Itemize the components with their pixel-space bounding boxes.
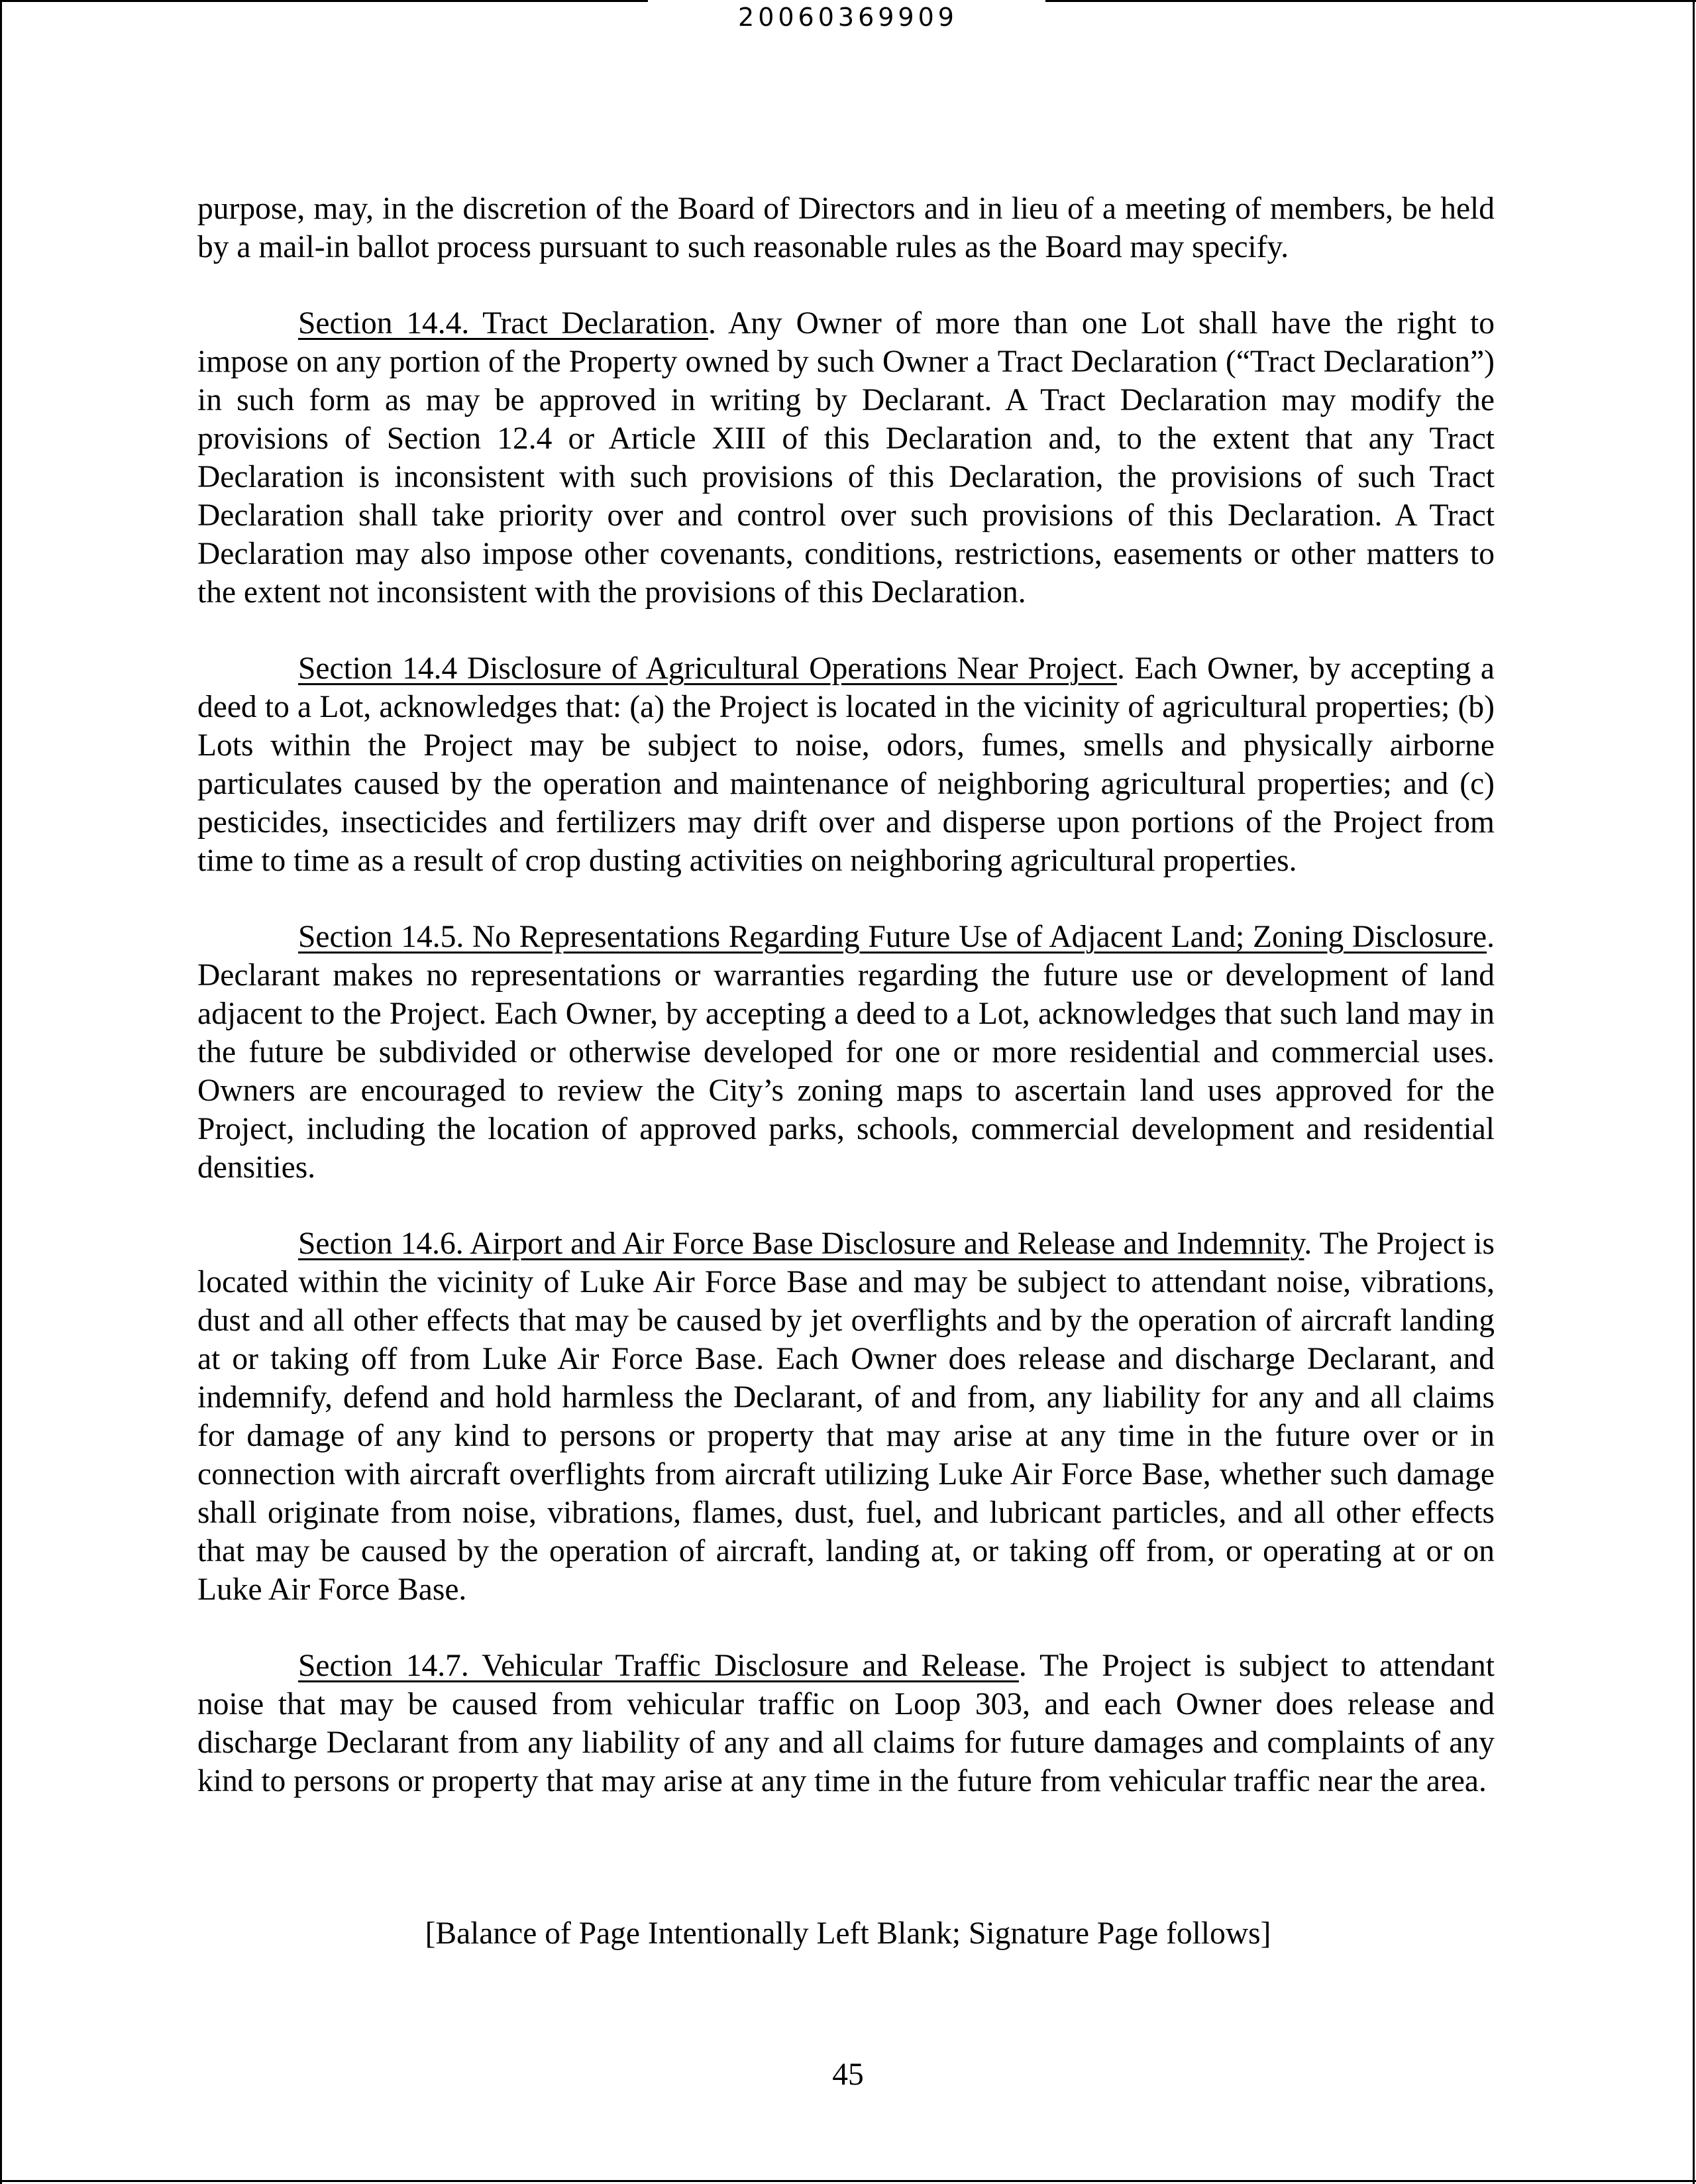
paragraph-text: . The Project is subject to attendant noise that may be caused from vehicular traffic on Loop 303, and each Owner does release and discharge Declarant from any liability of any and all claims for future damages and complaints of any kind to persons or property that may arise at any time in the future from vehicular traffic near the area. [197, 1649, 1495, 1798]
bottom-scan-line [0, 2180, 1696, 2182]
document-number: 20060369909 [738, 3, 958, 32]
section-heading: Section 14.5. No Representations Regarding Future Use of Adjacent Land; Zoning Disclosure [298, 920, 1487, 954]
paragraph-text: purpose, may, in the discretion of the Board of Directors and in lieu of a meeting of members, be held by a mail-in ballot process pursuant to such reasonable rules as the Board may specify. [197, 191, 1495, 264]
top-left-scan-line [0, 0, 648, 2]
paragraph-text: . Any Owner of more than one Lot shall have the right to impose on any portion of the Property owned by such Owner a Tract Declaration (“Tract Declaration”) in such form as may be approved in writing by Declarant. A Tract Declaration may modify the provisions of Section 12.4 or Article XIII of this Declaration and, to the extent that any Tract Declaration is inconsistent with such provisions of this Declaration, the provisions of such Tract Declaration shall take priority over and control over such provisions of this Declaration. A Tract Declaration may also impose other covenants, conditions, restrictions, easements or other matters to the extent not inconsistent with the provisions of this Declaration. [197, 306, 1495, 610]
continued-paragraph [197, 190, 1495, 266]
paragraph-text: . The Project is located within the vicinity of Luke Air Force Base and may be subject to attendant noise, vibrations, dust and all other effects that may be caused by jet overflights and by the operation of aircraft landing at or taking off from Luke Air Force Base. Each Owner does release and discharge Declarant, and indemnify, defend and hold harmless the Declarant, of and from, any liability for any and all claims for damage of any kind to persons or property that may arise at any time in the future over or in connection with aircraft overflights from aircraft utilizing Luke Air Force Base, whether such damage shall originate from noise, vibrations, flames, dust, fuel, and lubricant particles, and all other effects that may be caused by the operation of aircraft, landing at, or taking off from, or operating at or on Luke Air Force Base. [197, 1227, 1495, 1607]
section-14-4-tract-declaration [197, 304, 1495, 612]
page-number: 45 [832, 2057, 864, 2092]
section-heading: Section 14.4 Disclosure of Agricultural Operations Near Project [298, 651, 1117, 686]
left-scan-edge [0, 0, 2, 2184]
section-heading: Section 14.4. Tract Declaration [298, 306, 708, 341]
right-scan-edge [1693, 0, 1695, 2184]
section-14-7-vehicular-traffic [197, 1647, 1495, 1800]
section-14-5-zoning-disclosure [197, 918, 1495, 1187]
paragraph-text: . Each Owner, by accepting a deed to a Lot, acknowledges that: (a) the Project is located in the vicinity of agricultural properties; (b) Lots within the Project may be subject to noise, odors, fumes, smells and physically airborne particulates caused by the operation and maintenance of neighboring agricultural properties; and (c) pesticides, insecticides and fertilizers may drift over and disperse upon portions of the Project from time to time as a result of crop dusting activities on neighboring agricultural properties. [197, 651, 1495, 878]
section-14-4-agricultural-disclosure [197, 649, 1495, 880]
section-14-6-airport-disclosure [197, 1225, 1495, 1609]
closing-note: [Balance of Page Intentionally Left Blank; Signature Page follows] [425, 1916, 1271, 1951]
section-heading: Section 14.6. Airport and Air Force Base Disclosure and Release and Indemnity [298, 1227, 1304, 1261]
paragraph-text: . Declarant makes no representations or warranties regarding the future use or development of land adjacent to the Project. Each Owner, by accepting a deed to a Lot, acknowledges that such land may in the future be subdivided or otherwise developed for one or more residential and commercial uses. Owners are encouraged to review the City’s zoning maps to ascertain land uses approved for the Project, including the location of approved parks, schools, commercial development and residential densities. [197, 920, 1495, 1185]
section-heading: Section 14.7. Vehicular Traffic Disclosure and Release [298, 1649, 1019, 1683]
top-right-scan-line [1045, 0, 1696, 2]
page-body [197, 190, 1495, 1838]
